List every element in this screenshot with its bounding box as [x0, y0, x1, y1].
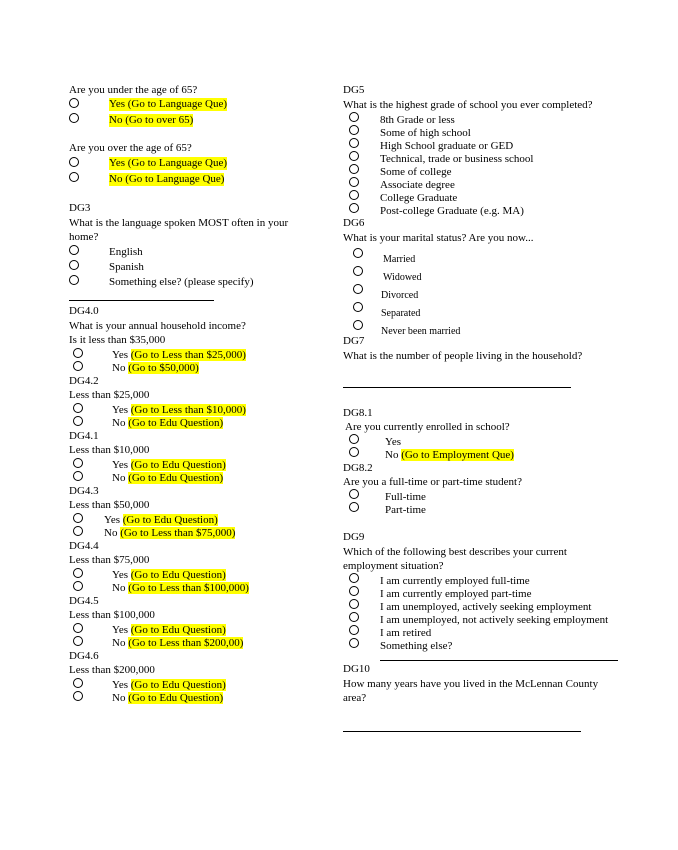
dg40-yes-label: Yes (Go to Less than $25,000) [112, 349, 246, 361]
dg5-question: What is the highest grade of school you ever completed? [343, 99, 593, 111]
dg9-question-line1: Which of the following best describes your current [343, 546, 567, 558]
dg46-id: DG4.6 [69, 650, 99, 662]
dg5-opt-radio[interactable] [349, 177, 359, 187]
dg42-id: DG4.2 [69, 375, 99, 387]
dg9-opt-label: I am retired [380, 627, 432, 639]
dg6-opt-radio[interactable] [353, 320, 363, 330]
dg6-opt-radio[interactable] [353, 248, 363, 258]
dg9-opt-label: Something else? [380, 640, 453, 652]
dg82-parttime-radio[interactable] [349, 502, 359, 512]
dg3-specify-line[interactable] [69, 300, 214, 301]
dg44-no-radio[interactable] [73, 581, 83, 591]
dg45-sub: Less than $100,000 [69, 609, 155, 621]
dg40-no-radio[interactable] [73, 361, 83, 371]
dg46-yes-label: Yes (Go to Edu Question) [112, 679, 226, 691]
dg9-id: DG9 [343, 531, 365, 543]
dg44-yes-radio[interactable] [73, 568, 83, 578]
dg44-no-label: No (Go to Less than $100,000) [112, 582, 249, 594]
dg6-opt-label: Widowed [383, 272, 422, 283]
dg45-yes-radio[interactable] [73, 623, 83, 633]
dg81-yes-radio[interactable] [349, 434, 359, 444]
dg6-id: DG6 [343, 217, 365, 229]
dg43-no-radio[interactable] [73, 526, 83, 536]
dg41-sub: Less than $10,000 [69, 444, 150, 456]
dg40-sub: Is it less than $35,000 [69, 334, 166, 346]
dg5-opt-radio[interactable] [349, 125, 359, 135]
dg7-question: What is the number of people living in the household? [343, 350, 583, 362]
dg10-question-line1: How many years have you lived in the McLennan County [343, 678, 599, 690]
dg81-no-label: No (Go to Employment Que) [385, 449, 514, 461]
dg3-english-label: English [109, 246, 143, 258]
dg40-id: DG4.0 [69, 305, 99, 317]
dg5-opt-label: High School graduate or GED [380, 140, 514, 152]
dg42-yes-radio[interactable] [73, 403, 83, 413]
over65-yes-radio[interactable] [69, 157, 79, 167]
dg5-opt-radio[interactable] [349, 138, 359, 148]
dg43-id: DG4.3 [69, 485, 99, 497]
dg46-no-radio[interactable] [73, 691, 83, 701]
dg7-id: DG7 [343, 335, 365, 347]
over65-yes-label: Yes (Go to Language Que) [109, 157, 228, 169]
dg5-opt-label: Associate degree [380, 179, 455, 191]
under65-yes-radio[interactable] [69, 98, 79, 108]
dg9-specify-line[interactable] [380, 660, 618, 661]
dg41-no-radio[interactable] [73, 471, 83, 481]
dg3-english-radio[interactable] [69, 245, 79, 255]
dg45-no-label: No (Go to Less than $200,00) [112, 637, 244, 649]
dg5-opt-label: Post-college Graduate (e.g. MA) [380, 205, 524, 217]
over65-question: Are you over the age of 65? [69, 142, 192, 154]
dg9-question-line2: employment situation? [343, 560, 444, 572]
under65-no-radio[interactable] [69, 113, 79, 123]
dg41-yes-radio[interactable] [73, 458, 83, 468]
dg9-opt-radio[interactable] [349, 599, 359, 609]
dg3-other-label: Something else? (please specify) [109, 276, 254, 288]
dg45-yes-label: Yes (Go to Edu Question) [112, 624, 226, 636]
dg9-opt-radio[interactable] [349, 638, 359, 648]
dg5-id: DG5 [343, 84, 365, 96]
dg5-opt-label: College Graduate [380, 192, 458, 204]
dg41-no-label: No (Go to Edu Question) [112, 472, 224, 484]
dg5-opt-label: Technical, trade or business school [380, 153, 534, 165]
under65-yes-label: Yes (Go to Language Que) [109, 98, 228, 110]
dg40-yes-radio[interactable] [73, 348, 83, 358]
dg5-opt-radio[interactable] [349, 151, 359, 161]
dg3-spanish-radio[interactable] [69, 260, 79, 270]
dg43-yes-radio[interactable] [73, 513, 83, 523]
dg46-no-label: No (Go to Edu Question) [112, 692, 224, 704]
dg5-opt-radio[interactable] [349, 112, 359, 122]
dg45-no-radio[interactable] [73, 636, 83, 646]
dg10-id: DG10 [343, 663, 370, 675]
dg9-opt-label: I am unemployed, actively seeking employment [380, 601, 592, 613]
dg42-no-radio[interactable] [73, 416, 83, 426]
dg42-no-label: No (Go to Edu Question) [112, 417, 224, 429]
dg43-no-label: No (Go to Less than $75,000) [104, 527, 236, 539]
over65-no-label: No (Go to Language Que) [109, 173, 225, 185]
dg40-no-label: No (Go to $50,000) [112, 362, 199, 374]
dg5-opt-label: Some of college [380, 166, 452, 178]
dg6-opt-radio[interactable] [353, 302, 363, 312]
dg44-id: DG4.4 [69, 540, 99, 552]
dg9-opt-radio[interactable] [349, 612, 359, 622]
dg46-yes-radio[interactable] [73, 678, 83, 688]
dg3-id: DG3 [69, 202, 91, 214]
dg5-opt-label: 8th Grade or less [380, 114, 455, 126]
dg6-opt-label: Divorced [381, 290, 419, 301]
dg40-question: What is your annual household income? [69, 320, 246, 332]
under65-question: Are you under the age of 65? [69, 84, 198, 96]
dg42-yes-label: Yes (Go to Less than $10,000) [112, 404, 246, 416]
dg5-opt-radio[interactable] [349, 203, 359, 213]
dg44-yes-label: Yes (Go to Edu Question) [112, 569, 226, 581]
dg9-opt-radio[interactable] [349, 573, 359, 583]
dg82-parttime-label: Part-time [385, 504, 426, 516]
dg82-id: DG8.2 [343, 462, 373, 474]
dg3-other-radio[interactable] [69, 275, 79, 285]
dg3-question-line1: What is the language spoken MOST often in your [69, 217, 289, 229]
dg81-question: Are you currently enrolled in school? [345, 421, 510, 433]
dg9-opt-radio[interactable] [349, 586, 359, 596]
dg6-opt-label: Married [383, 254, 416, 265]
dg41-id: DG4.1 [69, 430, 99, 442]
dg9-opt-label: I am unemployed, not actively seeking employment [380, 614, 609, 626]
dg6-opt-label: Separated [381, 308, 421, 319]
dg9-opt-label: I am currently employed part-time [380, 588, 532, 600]
dg81-yes-label: Yes [385, 436, 402, 448]
dg6-opt-radio[interactable] [353, 266, 363, 276]
dg5-opt-radio[interactable] [349, 164, 359, 174]
dg9-opt-radio[interactable] [349, 625, 359, 635]
dg5-opt-label: Some of high school [380, 127, 471, 139]
dg41-yes-label: Yes (Go to Edu Question) [112, 459, 226, 471]
dg45-id: DG4.5 [69, 595, 99, 607]
dg10-answer-line[interactable] [343, 731, 581, 732]
dg42-sub: Less than $25,000 [69, 389, 150, 401]
dg82-fulltime-label: Full-time [385, 491, 426, 503]
dg3-question-line2: home? [69, 231, 99, 243]
dg6-opt-label: Never been married [381, 326, 461, 337]
over65-no-radio[interactable] [69, 172, 79, 182]
dg3-spanish-label: Spanish [109, 261, 144, 273]
dg43-sub: Less than $50,000 [69, 499, 150, 511]
dg43-yes-label: Yes (Go to Edu Question) [104, 514, 218, 526]
dg6-opt-radio[interactable] [353, 284, 363, 294]
under65-no-label: No (Go to over 65) [109, 114, 194, 126]
dg6-question: What is your marital status? Are you now... [343, 232, 534, 244]
dg81-id: DG8.1 [343, 407, 373, 419]
dg82-fulltime-radio[interactable] [349, 489, 359, 499]
dg44-sub: Less than $75,000 [69, 554, 150, 566]
dg82-question: Are you a full-time or part-time student? [343, 476, 522, 488]
dg46-sub: Less than $200,000 [69, 664, 155, 676]
dg81-no-radio[interactable] [349, 447, 359, 457]
dg10-question-line2: area? [343, 692, 367, 704]
dg9-opt-label: I am currently employed full-time [380, 575, 530, 587]
dg5-opt-radio[interactable] [349, 190, 359, 200]
dg7-answer-line[interactable] [343, 387, 571, 388]
